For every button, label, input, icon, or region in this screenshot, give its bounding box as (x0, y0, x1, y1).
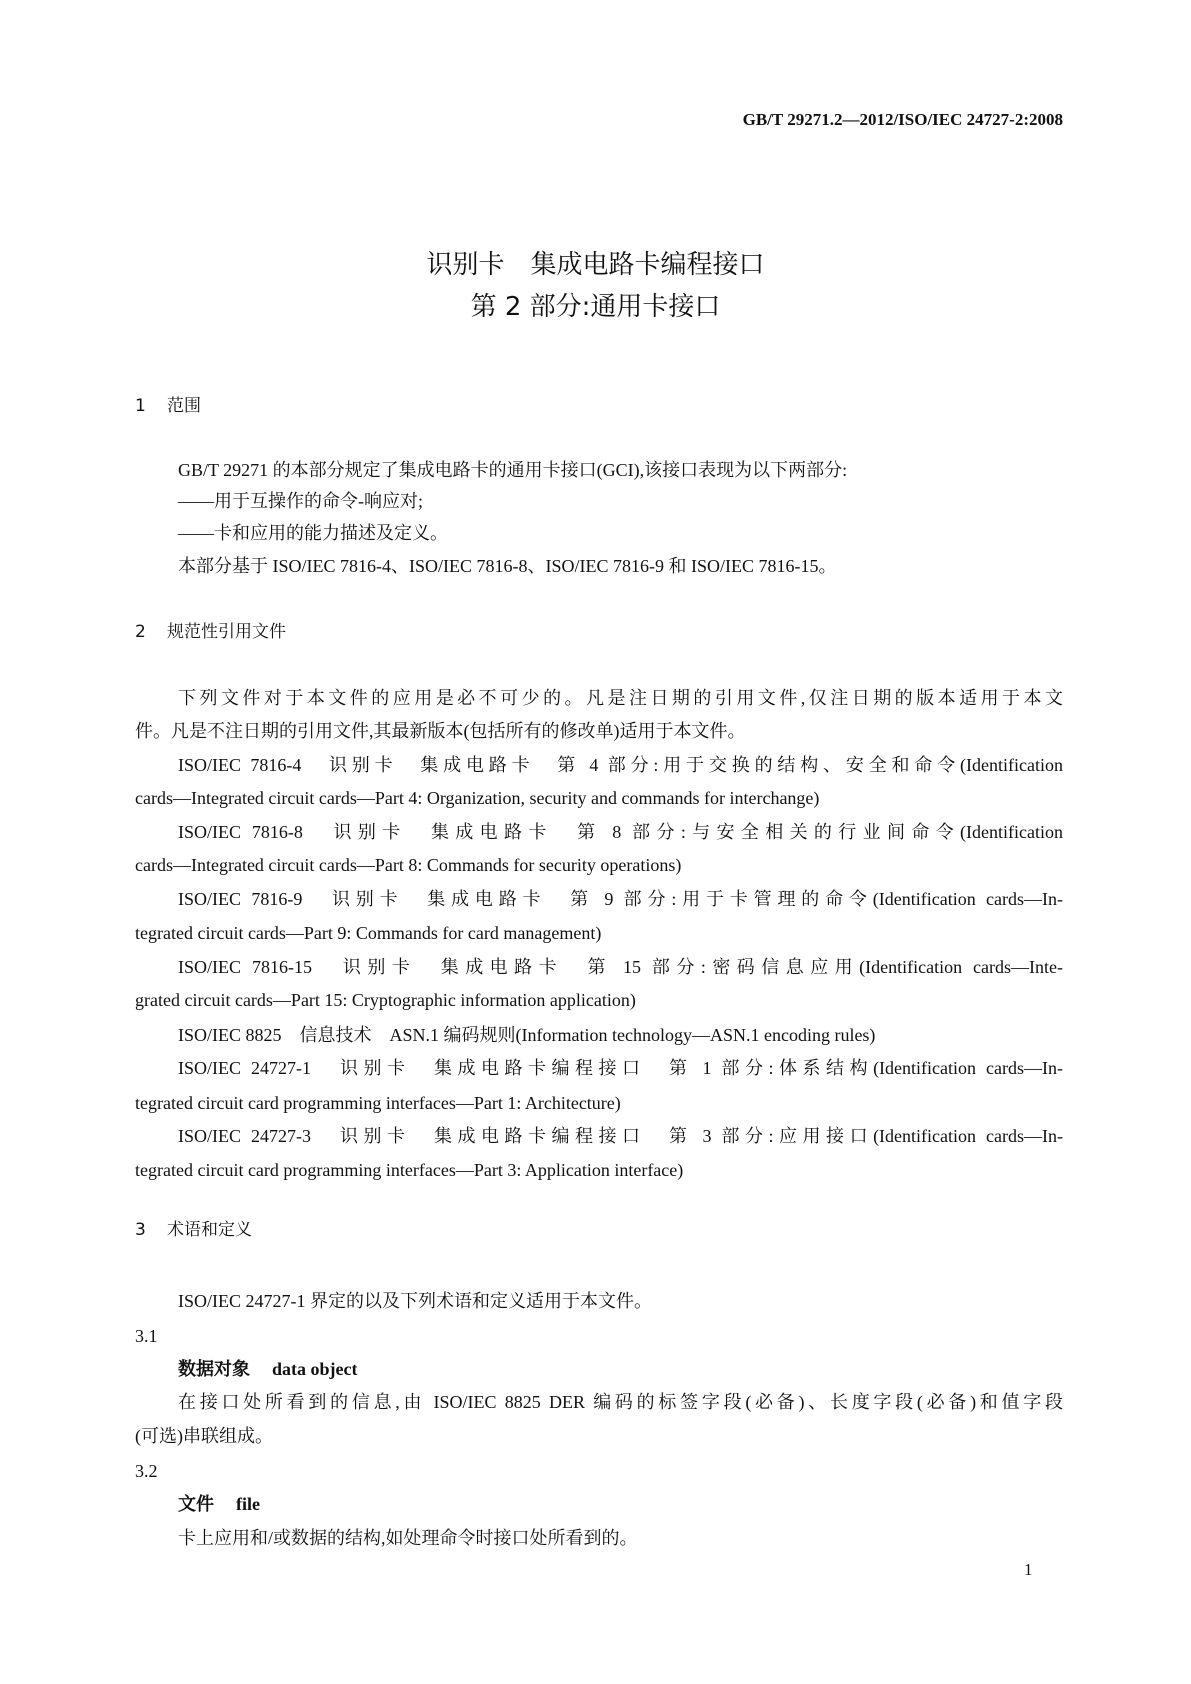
reference-line: ISO/IEC 7816-8 识别卡 集成电路卡 第 8 部分:与安全相关的行业间命令(Identification (178, 822, 1063, 842)
definition-line: 卡上应用和/或数据的结构,如处理命令时接口处所看到的。 (178, 1528, 638, 1548)
section-title: 术语和定义 (167, 1220, 252, 1240)
paragraph-line: GB/T 29271 的本部分规定了集成电路卡的通用卡接口(GCI),该接口表现为以下两部分: (178, 460, 848, 480)
reference-line: ISO/IEC 7816-9 识别卡 集成电路卡 第 9 部分:用于卡管理的命令(Identification cards—In- (178, 889, 1063, 909)
section-heading-terms-definitions (135, 1218, 1063, 1242)
document-title-line2: 第 2 部分:通用卡接口 (470, 292, 721, 322)
reference-line: cards—Integrated circuit cards—Part 8: Commands for security operations) (135, 855, 682, 875)
section-number: 3 (135, 1220, 146, 1240)
section-title: 规范性引用文件 (167, 622, 286, 642)
list-item: ——用于互操作的命令-响应对; (178, 491, 423, 511)
term-chinese: 文件 (178, 1494, 214, 1515)
term-english: file (236, 1494, 260, 1514)
term-number: 3.1 (135, 1326, 158, 1346)
document-title-line1: 识别卡 集成电路卡编程接口 (426, 250, 765, 280)
reference-line: grated circuit cards—Part 15: Cryptographic information application) (135, 990, 636, 1010)
definition-line: (可选)串联组成。 (135, 1426, 273, 1446)
section-heading-normative-references (135, 620, 1063, 644)
paragraph-line: 本部分基于 ISO/IEC 7816-4、ISO/IEC 7816-8、ISO/IEC 7816-9 和 ISO/IEC 7816-15。 (178, 556, 837, 576)
section-number: 1 (135, 396, 146, 416)
reference-line: ISO/IEC 24727-1 识别卡 集成电路卡编程接口 第 1 部分:体系结构(Identification cards—In- (178, 1058, 1063, 1078)
reference-line: ISO/IEC 8825 信息技术 ASN.1 编码规则(Information technology—ASN.1 encoding rules) (178, 1025, 876, 1045)
page-number: 1 (1024, 1560, 1033, 1579)
reference-line: tegrated circuit card programming interfaces—Part 1: Architecture) (135, 1093, 621, 1113)
term-chinese: 数据对象 (178, 1359, 250, 1380)
term-heading (178, 1357, 1063, 1382)
reference-line: cards—Integrated circuit cards—Part 4: Organization, security and commands for interchange) (135, 788, 820, 808)
reference-line: ISO/IEC 7816-4 识别卡 集成电路卡 第 4 部分:用于交换的结构、安全和命令(Identification (178, 755, 1063, 775)
reference-line: ISO/IEC 24727-3 识别卡 集成电路卡编程接口 第 3 部分:应用接口(Identification cards—In- (178, 1126, 1063, 1146)
section-heading-scope (135, 394, 1063, 418)
section-number: 2 (135, 622, 146, 642)
reference-line: tegrated circuit cards—Part 9: Commands for card management) (135, 923, 602, 943)
paragraph-line: 件。凡是不注日期的引用文件,其最新版本(包括所有的修改单)适用于本文件。 (135, 721, 746, 741)
document-standard-number: GB/T 29271.2—2012/ISO/IEC 24727-2:2008 (742, 110, 1063, 129)
definition-line: 在接口处所看到的信息,由 ISO/IEC 8825 DER 编码的标签字段(必备)、长度字段(必备)和值字段 (178, 1392, 1063, 1412)
list-item: ——卡和应用的能力描述及定义。 (178, 523, 448, 543)
reference-line: tegrated circuit card programming interfaces—Part 3: Application interface) (135, 1160, 684, 1180)
reference-line: ISO/IEC 7816-15 识别卡 集成电路卡 第 15 部分:密码信息应用(Identification cards—Inte- (178, 957, 1063, 977)
paragraph-line: 下列文件对于本文件的应用是必不可少的。凡是注日期的引用文件,仅注日期的版本适用于本文 (178, 688, 1063, 708)
paragraph-line: ISO/IEC 24727-1 界定的以及下列术语和定义适用于本文件。 (178, 1291, 652, 1311)
term-heading (178, 1492, 1063, 1517)
section-title: 范围 (167, 396, 201, 416)
term-number: 3.2 (135, 1461, 158, 1481)
term-english: data object (272, 1359, 358, 1379)
